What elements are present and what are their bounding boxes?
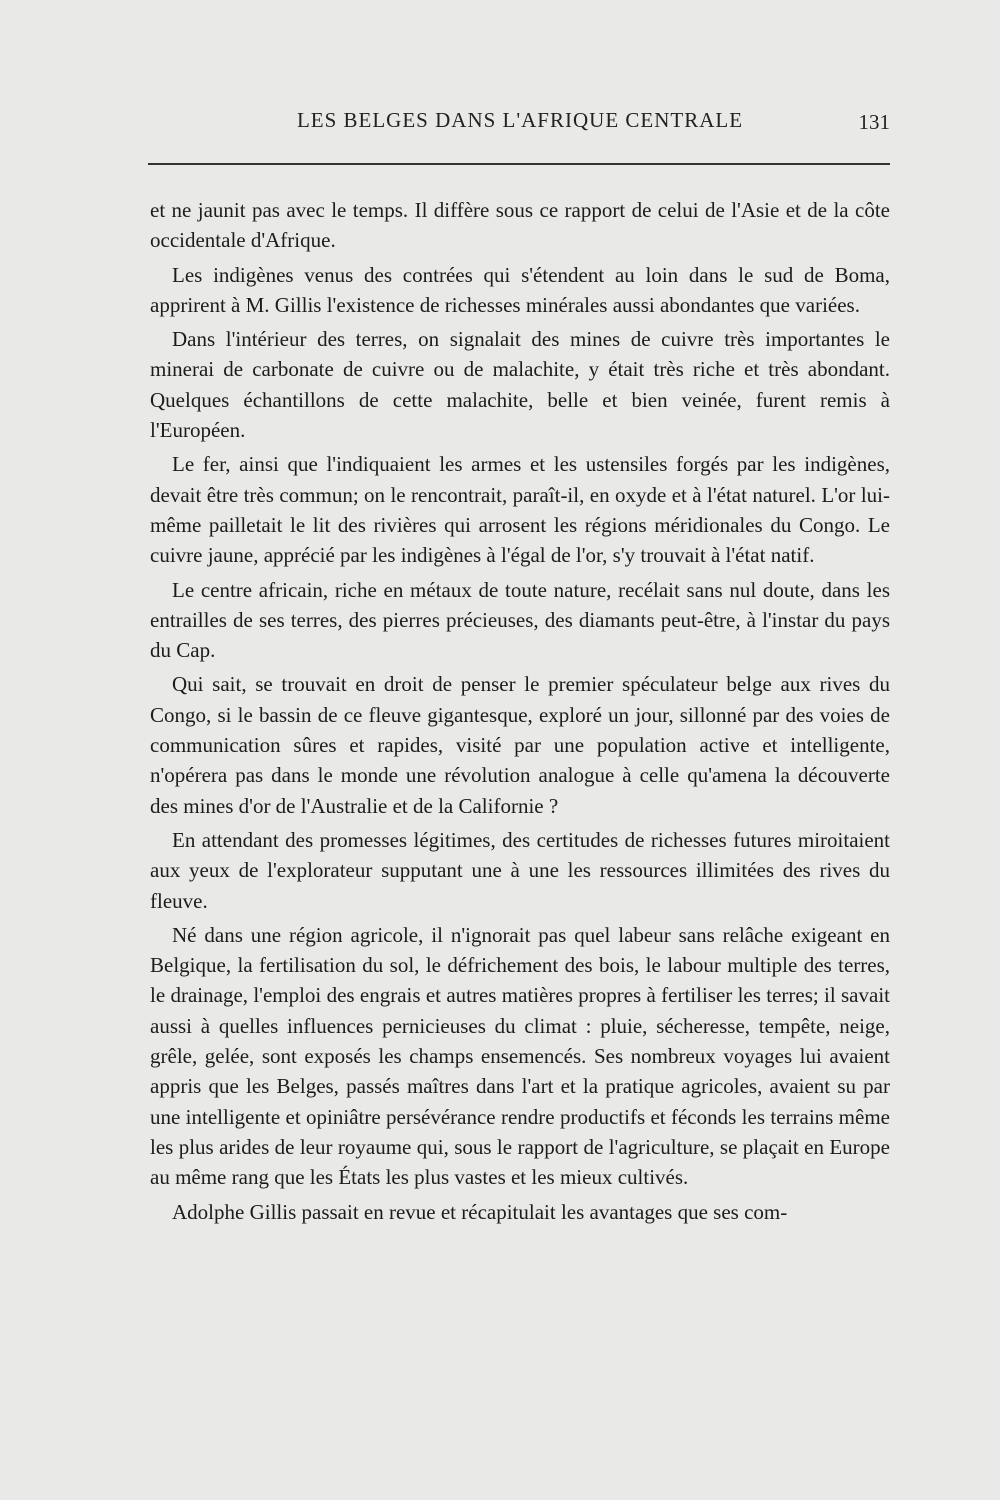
paragraph: Le centre africain, riche en métaux de toute nature, recélait sans nul doute, dans les entrailles de ses terres, des pierres précieuses, des diamants peut-être, à l'instar du pays du Cap. bbox=[150, 577, 890, 663]
paragraph-continuation: et ne jaunit pas avec le temps. Il diffère sous ce rapport de celui de l'Asie et de la côte occidentale d'Afrique. bbox=[150, 198, 890, 253]
body-text bbox=[150, 195, 890, 1227]
paragraph: Qui sait, se trouvait en droit de penser le premier spéculateur belge aux rives du Congo, si le bassin de ce fleuve gigantesque, exploré un jour, sillonné par des voies de communication sûres et rapides, visité par une population active et intelligente, n'opérera pas dans le monde une révolution analogue à celle qu'amena la découverte des mines d'or de l'Australie et de la Californie ? bbox=[150, 672, 890, 818]
page-number: 131 bbox=[858, 110, 890, 134]
header-rule bbox=[148, 163, 890, 165]
paragraph-last: Adolphe Gillis passait en revue et récapitulait les avantages que ses com- bbox=[172, 1199, 788, 1224]
paragraph: Le fer, ainsi que l'indiquaient les armes et les ustensiles forgés par les indigènes, devait être très commun; on le rencontrait, paraît-il, en oxyde et à l'état naturel. L'or lui-même pailletait le lit des rivières qui arrosent les régions méridionales du Congo. Le cuivre jaune, apprécié par les indigènes à l'égal de l'or, s'y trouvait à l'état natif. bbox=[150, 452, 890, 568]
paragraph: En attendant des promesses légitimes, des certitudes de richesses futures miroitaient aux yeux de l'explorateur supputant une à une les ressources illimitées des rives du fleuve. bbox=[150, 827, 890, 913]
paragraph: Né dans une région agricole, il n'ignorait pas quel labeur sans relâche exigeant en Belgique, la fertilisation du sol, le défrichement des bois, le labour multiple des terres, le drainage, l'emploi des engrais et autres matières propres à fertiliser les terres; il savait aussi à quelles influences pernicieuses du climat : pluie, sécheresse, tempête, neige, grêle, gelée, sont exposés les champs ensemencés. Ses nombreux voyages lui avaient appris que les Belges, passés maîtres dans l'art et la pratique agricoles, avaient su par une intelligente et opiniâtre persévérance rendre productifs et féconds les terrains même les plus arides de leur royaume qui, sous le rapport de l'agriculture, se plaçait en Europe au même rang que les États les plus vastes et les mieux cultivés. bbox=[150, 922, 890, 1190]
paragraph: Les indigènes venus des contrées qui s'étendent au loin dans le sud de Boma, apprirent à M. Gillis l'existence de richesses minérales aussi abondantes que variées. bbox=[150, 262, 890, 317]
page-header bbox=[150, 108, 890, 138]
paragraph: Dans l'intérieur des terres, on signalait des mines de cuivre très importantes le minerai de carbonate de cuivre ou de malachite, y était très riche et très abondant. Quelques échantillons de cette malachite, belle et bien veinée, furent remis à l'Européen. bbox=[150, 327, 890, 443]
running-title: LES BELGES DANS L'AFRIQUE CENTRALE bbox=[296, 108, 744, 132]
